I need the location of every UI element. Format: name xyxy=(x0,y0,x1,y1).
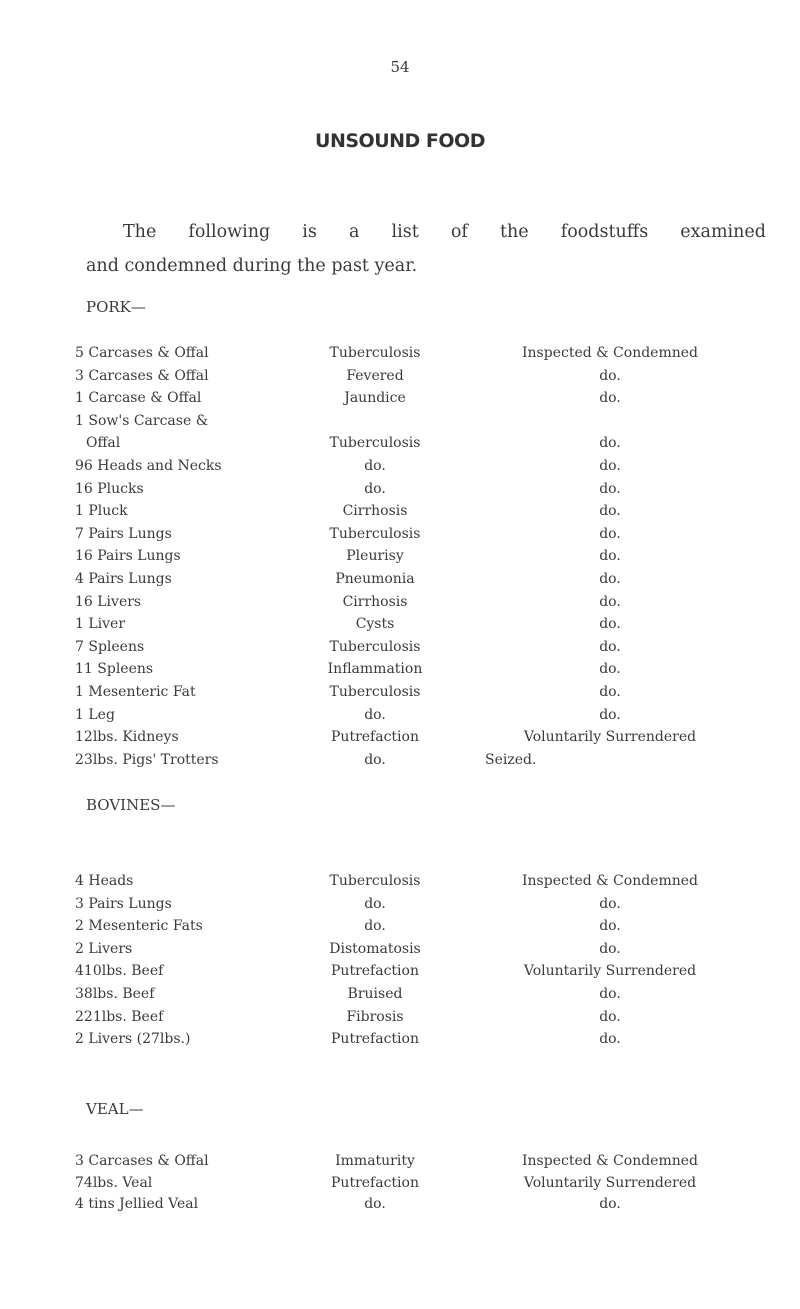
table-row xyxy=(0,726,800,748)
cause-cell: Immaturity xyxy=(335,1153,415,1169)
action-cell: do. xyxy=(599,1196,621,1212)
action-cell: do. xyxy=(599,638,621,655)
cause-cell: Putrefaction xyxy=(331,1031,419,1048)
table-row xyxy=(0,749,800,771)
cause-cell: Tuberculosis xyxy=(329,638,421,655)
item-cell: 7 Spleens xyxy=(75,638,145,655)
action-cell: do. xyxy=(599,435,621,452)
section-heading: BOVINES— xyxy=(86,796,176,814)
action-cell: Voluntarily Surrendered xyxy=(523,729,697,746)
table-row xyxy=(0,545,800,567)
cause-cell: Tuberculosis xyxy=(329,873,421,889)
item-cell: 1 Mesenteric Fat xyxy=(75,684,196,700)
action-cell: Voluntarily Surrendered xyxy=(523,1174,697,1191)
item-cell: 2 Mesenteric Fats xyxy=(75,918,203,935)
item-cell: 23lbs. Pigs' Trotters xyxy=(75,751,219,768)
item-cell: 2 Livers xyxy=(75,940,133,957)
intro-paragraph xyxy=(86,215,766,283)
item-cell: 96 Heads and Necks xyxy=(75,458,222,474)
table-row xyxy=(0,1172,800,1194)
action-cell: do. xyxy=(599,525,621,542)
section-heading: VEAL— xyxy=(86,1100,144,1118)
intro-line-1: The following is a list of the foodstuffs examined xyxy=(123,222,766,242)
action-cell: Inspected & Condemned xyxy=(522,873,698,889)
cause-cell: Tuberculosis xyxy=(329,345,421,361)
item-cell: 11 Spleens xyxy=(75,661,154,678)
table-row xyxy=(0,960,800,982)
table-row xyxy=(0,1028,800,1050)
item-cell: 2 Livers (27lbs.) xyxy=(75,1031,191,1048)
table-row xyxy=(0,893,800,915)
action-cell: do. xyxy=(599,480,621,497)
item-cell: 12lbs. Kidneys xyxy=(75,729,179,746)
item-cell: 74lbs. Veal xyxy=(75,1174,153,1191)
item-cell: 1 Pluck xyxy=(75,503,128,520)
cause-cell: Putrefaction xyxy=(331,1174,419,1191)
section-heading: PORK— xyxy=(86,298,146,316)
action-cell: do. xyxy=(599,706,621,723)
action-cell: do. xyxy=(599,571,621,587)
table-row xyxy=(0,1193,800,1215)
cause-cell: Putrefaction xyxy=(331,729,419,746)
cause-cell: do. xyxy=(364,895,386,912)
action-cell: do. xyxy=(599,548,621,565)
table-row xyxy=(0,938,800,960)
action-cell: do. xyxy=(599,684,621,700)
cause-cell: Putrefaction xyxy=(331,963,419,980)
table-row xyxy=(0,1006,800,1028)
item-cell: 1 Leg xyxy=(75,706,115,723)
action-cell: do. xyxy=(599,458,621,474)
action-cell: do. xyxy=(599,390,621,407)
table-row xyxy=(0,613,800,635)
action-cell: do. xyxy=(599,367,621,384)
table-row xyxy=(0,387,800,409)
table-row xyxy=(0,658,800,680)
cause-cell: Jaundice xyxy=(344,390,406,407)
action-cell: do. xyxy=(599,661,621,678)
action-cell: Voluntarily Surrendered xyxy=(523,963,697,980)
table-row xyxy=(0,478,800,500)
cause-cell: Distomatosis xyxy=(329,940,421,957)
item-cell: 16 Plucks xyxy=(75,480,144,497)
item-cell: 16 Pairs Lungs xyxy=(75,548,181,565)
table-row xyxy=(0,636,800,658)
action-cell: do. xyxy=(599,1008,621,1025)
table-row xyxy=(0,500,800,522)
item-cell: 7 Pairs Lungs xyxy=(75,525,172,542)
table-row xyxy=(0,870,800,892)
table-row xyxy=(0,591,800,613)
action-cell: do. xyxy=(599,986,621,1002)
item-cell: 1 Carcase & Offal xyxy=(75,390,202,407)
action-cell: do. xyxy=(599,616,621,633)
table-row xyxy=(0,681,800,703)
item-cell: Offal xyxy=(86,435,121,452)
item-cell: 5 Carcases & Offal xyxy=(75,345,209,361)
cause-cell: Pneumonia xyxy=(335,571,415,587)
action-cell: do. xyxy=(599,918,621,935)
cause-cell: Tuberculosis xyxy=(329,684,421,700)
item-cell: 1 Liver xyxy=(75,616,126,633)
table-row xyxy=(0,455,800,477)
action-cell: do. xyxy=(599,593,621,610)
action-cell: Inspected & Condemned xyxy=(522,1153,698,1169)
item-cell: 4 tins Jellied Veal xyxy=(75,1196,199,1212)
cause-cell: Fevered xyxy=(346,367,404,384)
table-row xyxy=(0,1150,800,1172)
cause-cell: Cirrhosis xyxy=(342,503,408,520)
cause-cell: Fibrosis xyxy=(346,1008,404,1025)
item-cell: 221lbs. Beef xyxy=(75,1008,164,1025)
table-row xyxy=(0,342,800,364)
table-row xyxy=(0,983,800,1005)
table-row xyxy=(0,523,800,545)
page-number: 54 xyxy=(390,58,410,76)
cause-cell: do. xyxy=(364,751,386,768)
action-cell: Inspected & Condemned xyxy=(522,345,698,361)
cause-cell: Tuberculosis xyxy=(329,435,421,452)
action-cell: Seized. xyxy=(485,751,537,768)
action-cell: do. xyxy=(599,503,621,520)
item-cell: 4 Pairs Lungs xyxy=(75,571,172,587)
table-row xyxy=(0,704,800,726)
item-cell: 3 Carcases & Offal xyxy=(75,1153,209,1169)
cause-cell: Inflammation xyxy=(327,661,423,678)
item-cell: 4 Heads xyxy=(75,873,134,889)
cause-cell: Pleurisy xyxy=(346,548,404,565)
cause-cell: do. xyxy=(364,918,386,935)
cause-cell: do. xyxy=(364,706,386,723)
action-cell: do. xyxy=(599,940,621,957)
intro-line-2: and condemned during the past year. xyxy=(86,256,418,276)
cause-cell: Cirrhosis xyxy=(342,593,408,610)
action-cell: do. xyxy=(599,1031,621,1048)
item-cell: 3 Pairs Lungs xyxy=(75,895,172,912)
page-title: UNSOUND FOOD xyxy=(315,130,485,152)
item-cell: 38lbs. Beef xyxy=(75,986,155,1002)
item-cell: 410lbs. Beef xyxy=(75,963,164,980)
cause-cell: do. xyxy=(364,1196,386,1212)
cause-cell: do. xyxy=(364,480,386,497)
cause-cell: Tuberculosis xyxy=(329,525,421,542)
cause-cell: Cysts xyxy=(355,616,395,633)
item-cell: 1 Sow's Carcase & xyxy=(75,412,209,429)
table-row xyxy=(0,432,800,454)
table-row xyxy=(0,410,800,432)
item-cell: 3 Carcases & Offal xyxy=(75,367,209,384)
cause-cell: do. xyxy=(364,458,386,474)
cause-cell: Bruised xyxy=(347,986,403,1002)
table-row xyxy=(0,365,800,387)
item-cell: 16 Livers xyxy=(75,593,142,610)
table-row xyxy=(0,568,800,590)
table-row xyxy=(0,915,800,937)
action-cell: do. xyxy=(599,895,621,912)
